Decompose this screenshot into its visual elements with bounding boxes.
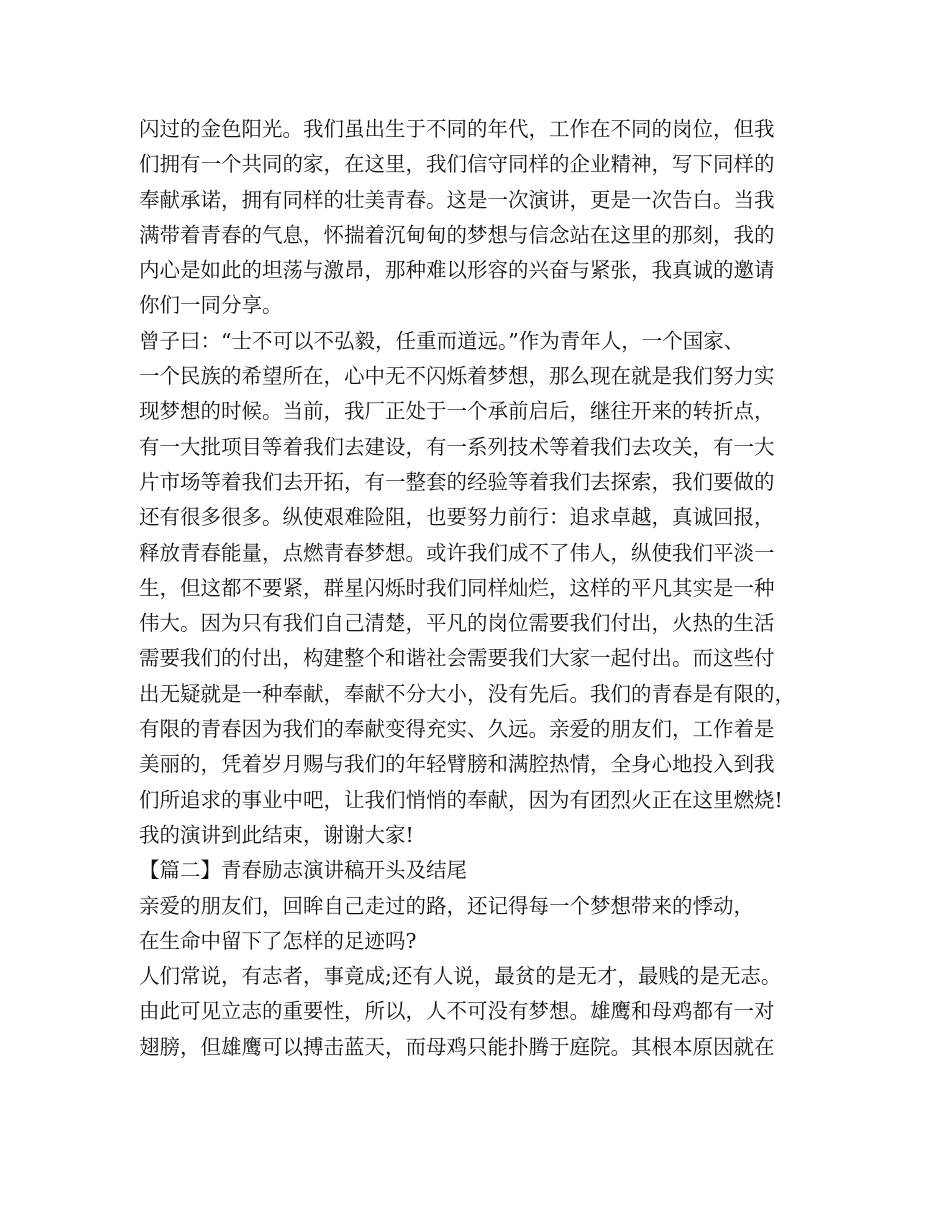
text-line: 现梦想的时候。当前，我厂正处于一个承前启后，继往开来的转折点， (139, 399, 775, 424)
text-line: 有限的青春因为我们的奉献变得充实、久远。亲爱的朋友们，工作着是 (139, 717, 775, 742)
text-line: 生，但这都不要紧，群星闪烁时我们同样灿烂，这样的平凡其实是一种 (139, 575, 775, 600)
text-line: 人们常说，有志者，事竟成;还有人说，最贫的是无才，最贱的是无志。 (139, 964, 782, 989)
text-line: 由此可见立志的重要性，所以，人不可没有梦想。雄鹰和母鸡都有一对 (139, 999, 775, 1024)
text-line: 曾子曰：“士不可以不弘毅，任重而道远。”作为青年人，一个国家、 (139, 328, 745, 353)
text-line: 需要我们的付出，构建整个和谐社会需要我们大家一起付出。而这些付 (139, 646, 775, 671)
text-line: 你们一同分享。 (139, 293, 283, 318)
text-line: 一个民族的希望所在，心中无不闪烁着梦想，那么现在就是我们努力实 (139, 364, 775, 389)
document-body (139, 112, 829, 1065)
text-line: 还有很多很多。纵使艰难险阻，也要努力前行：追求卓越，真诚回报， (139, 505, 775, 530)
text-line: 们所追求的事业中吧，让我们悄悄的奉献，因为有团烈火正在这里燃烧! (139, 787, 783, 812)
text-line: 闪过的金色阳光。我们虽出生于不同的年代，工作在不同的岗位，但我 (139, 117, 775, 141)
text-line: 亲爱的朋友们，回眸自己走过的路，还记得每一个梦想带来的悸动， (139, 893, 754, 918)
text-line: 奉献承诺，拥有同样的壮美青春。这是一次演讲，更是一次告白。当我 (139, 187, 775, 212)
text-line: 内心是如此的坦荡与激昂，那种难以形容的兴奋与紧张，我真诚的邀请 (139, 258, 775, 283)
text-line: 有一大批项目等着我们去建设，有一系列技术等着我们去攻关，有一大 (139, 434, 775, 459)
text-line: 出无疑就是一种奉献，奉献不分大小，没有先后。我们的青春是有限的， (139, 681, 795, 706)
text-line: 美丽的，凭着岁月赐与我们的年轻臂膀和满腔热情，全身心地投入到我 (139, 752, 775, 777)
text-line: 们拥有一个共同的家，在这里，我们信守同样的企业精神，写下同样的 (139, 152, 775, 177)
text-line: 满带着青春的气息，怀揣着沉甸甸的梦想与信念站在这里的那刻，我的 (139, 222, 775, 247)
text-line: 伟大。因为只有我们自己清楚，平凡的岗位需要我们付出，火热的生活 (139, 611, 775, 636)
text-line: 翅膀，但雄鹰可以搏击蓝天，而母鸡只能扑腾于庭院。其根本原因就在 (139, 1034, 775, 1059)
text-line: 片市场等着我们去开拓，有一整套的经验等着我们去探索，我们要做的 (139, 469, 775, 494)
text-line: 释放青春能量，点燃青春梦想。或许我们成不了伟人，纵使我们平淡一 (139, 540, 775, 565)
text-line: 在生命中留下了怎样的足迹吗? (139, 928, 417, 953)
text-line: 我的演讲到此结束，谢谢大家! (139, 822, 414, 847)
section-heading: 【篇二】青春励志演讲稿开头及结尾 (139, 858, 467, 883)
